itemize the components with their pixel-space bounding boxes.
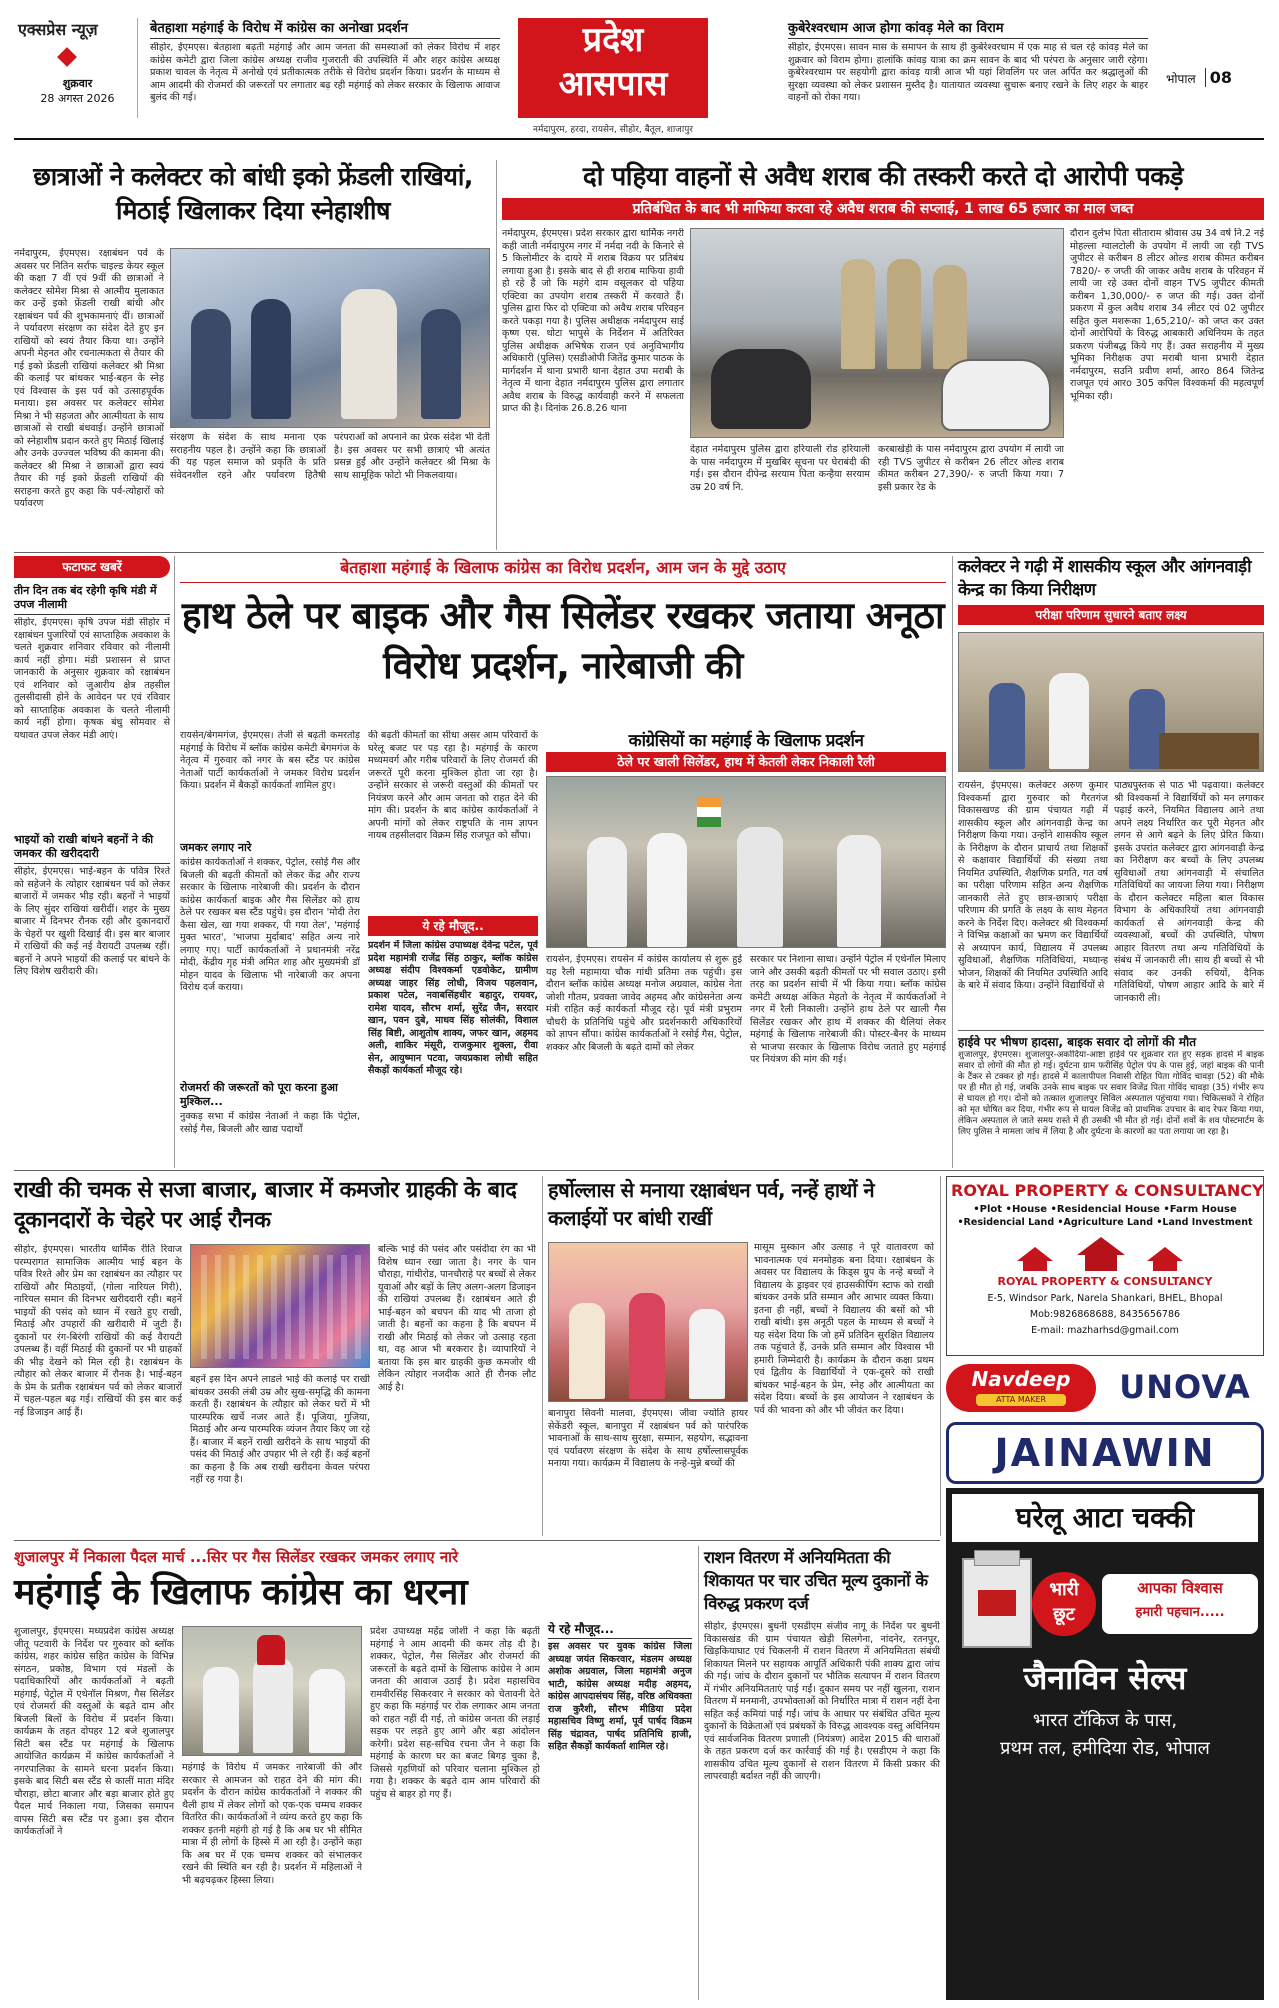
top-left-body: सीहोर, ईएमएस। बेतहाशा बढ़ती महंगाई और आम जनता की समस्याओं को लेकर विरोध में शहर कांग्रेस कमेटी द्वारा जिला कांग्रेस अध्यक्ष राजीव गुजराती की उपस्थिति में और शहर कांग्रेस अध्यक्ष प्रकाश चावल के नेतृत्व में अनोखे एवं प्रतीकात्मक तरीके से विरोध प्रदर्शन किया। प्रदर्शन के माध्यम से आम आदमी की रोजमर्रा की जरूरतों पर लगातार बढ़ रही महंगाई को लेकर सरकार के खिलाफ आवाज बुलंद की गई। bbox=[150, 42, 500, 103]
main-present-body: प्रदर्शन में जिला कांग्रेस उपाध्यक्ष देवेन्द्र पटेल, पूर्व प्रदेश महामंत्री राजेंद्र सिंह ठाकुर, ब्लॉक कांग्रेस अध्यक्ष संदीप विश्वकर्मा एडवोकेट, ग्रामीण अध्यक्ष जाहर सिंह लोधी, विजय पहलवान, प्रकाश पटेल, नवाबसिंहधीर बहादुर, रायवर, रामेश यादव, सौरभ शर्मा, सुरेंद्र जैन, सरदार खान, पवन दुबे, माधव सिंह सोलंकी, विशाल सिंह बिष्टी, आशुतोष शाक्य, जफर खान, अहमद अली, शाकिर मंसूरी, राजकुमार शुक्ला, रीवा सेन, आयुष्मान पटवा, जयप्रकाश लोधी सहित सैकड़ों कार्यकर्ता मौजूद रहे। bbox=[368, 940, 538, 1076]
school-photo bbox=[958, 632, 1264, 772]
liquor-body-a: नर्मदापुरम, ईएमएस। प्रदेश सरकार द्वारा धार्मिक नगरी कही जाती नर्मदापुरम नगर में नर्मदा नदी के किनारे से 5 किलोमीटर के दायरे में शराब विक्रय पर प्रतिबंध लगाया हुआ है। इसके बाद से ही शराब माफिया हावी हो रहे हैं जो कि महंगे दाम वसूलकर दो पहिया एक्टिवा का उपयोग शराब तस्करी में करवाते हैं। पुलिस द्वारा फिर दो एक्टिवा को अवैध शराब परिवहन करते पकड़ा गया है। पुलिस अधीक्षक नर्मदापुरम साई कृष्ण एस. थोटा भापुसे के निर्देशन में अतिरिक्त पुलिस अधीक्षक अभिषेक राजन एवं अनुविभागीय अधिकारी (पुलिस) एसडीओपी जितेंद्र कुमार पाठक के मार्गदर्शन में थाना प्रभारी थाना देहात उपा मराबी के नेतृत्व में थाना देहात नर्मदापुरम पुलिस द्वारा लगातार अवैध शराब के विरुद्ध कार्यवाही करने में सफलता प्राप्त की है। दिनांक 26.8.26 थाना bbox=[502, 228, 684, 414]
photo-child-3 bbox=[689, 1309, 725, 1399]
city-page: भोपाल bbox=[1166, 72, 1196, 86]
main-story bbox=[180, 556, 946, 1168]
main-body-c: नुक्कड़ सभा में कांग्रेस नेताओं ने कहा कि पेट्रोल, रसोई गैस, बिजली और खाद्य पदार्थों bbox=[180, 1111, 360, 1135]
story-school-rakhi bbox=[548, 1176, 934, 1536]
main-col-2 bbox=[368, 730, 538, 1166]
chakki-panel bbox=[978, 1590, 1016, 1616]
main-headline: हाथ ठेले पर बाइक और गैस सिलेंडर रखकर जताया अनूठा विरोध प्रदर्शन, नारेबाजी की bbox=[181, 594, 945, 687]
section-title-2: आसपास bbox=[558, 64, 668, 104]
main-sub-1: जमकर लगाए नारे bbox=[180, 841, 252, 854]
column-rule-6 bbox=[698, 1546, 699, 2000]
story-liquor bbox=[502, 160, 1264, 550]
photo-flag bbox=[697, 797, 721, 827]
liquor-headline: दो पहिया वाहनों से अवैध शराब की तस्करी करते दो आरोपी पकड़े bbox=[582, 162, 1184, 192]
ration-body: सीहोर, ईएमएस। बुधनी एसडीएम संजीव नागू के निर्देश पर बुधनी विकासखंड की ग्राम पंचायत खेड़ी सिलगेना, नांदनेर, रतनपुर, खिड़कियाघाट एवं चिकलनी में राशन वितरण में अनियमितता संबंधी शिकायत मिलने पर सहायक आपूर्ति अधिकारी पंकी शाक्य द्वारा जांच की गई। जांच के दौरान दुकानों पर भौतिक सत्यापन में राशन वितरण में गंभीर अनियमितताएं पाई गईं। दुकान समय पर नहीं खुलना, राशन वितरण में मनमानी, उपभोक्ताओं को निर्धारित मात्रा में राशन नहीं देना सहित कई कमियां पाई गईं। जांच के आधार पर संबंधित उचित मूल्य दुकानों के विक्रेताओं एवं प्रबंधकों के विरुद्ध आवश्यक वस्तु अधिनियम एवं सार्वजनिक वितरण प्रणाली (नियंत्रण) आदेश 2015 की धाराओं के तहत प्रकरण दर्ज कर कार्रवाई की गई है। एसडीएम ने कहा कि शासकीय उचित मूल्य दुकानों से राशन वितरण में किसी प्रकार की लापरवाही बर्दाश्त नहीं की जाएगी। bbox=[704, 1621, 940, 1782]
ad-jainawin-logo[interactable] bbox=[946, 1422, 1264, 1484]
photo-crowd-1 bbox=[587, 837, 627, 947]
column-rule-4 bbox=[542, 1176, 543, 1536]
rakhi-collector-photo bbox=[170, 248, 490, 428]
main-sub-2: रोजमर्रा की जरूरतों को पूरा करना हुआ मुश्किल... bbox=[180, 1081, 338, 1108]
market-body-a: सीहोर, ईएमएस। भारतीय धार्मिक रीति रिवाज परम्परागत सामाजिक आत्मीय भाई बहन के पवित्र रिश्ते और प्रेम का रक्षाबंधन का त्यौहार पर राखियों और मिठाइयों, (गोला नारियल गिरी), नारियल समान की दिनभर खरीददारी रही। बहनें भाइयों की पसंद को ध्यान में रखते हुए राखी, मिठाई और उपहारों की खरीदारी में जुटी हैं। दुकानों पर रंग-बिरंगी राखियों की कई वैरायटी उपलब्ध हैं। वहीं मिठाई की दुकानों पर भी ग्राहकों की भीड़ देखने को मिल रही है। रक्षाबंधन के त्यौहार को लेकर बाजार में रौनक है। भाई-बहन के प्रेम के प्रतीक रक्षाबंधन पर्व को लेकर बाजारों में चहल-पहल बढ़ गई। राखियों की इस बार कई नई डिजाइन आई हैं। bbox=[14, 1244, 182, 1418]
fatafat-item1-headline: तीन दिन तक बंद रहेगी कृषि मंडी में उपज नीलामी bbox=[14, 584, 170, 615]
row2-rule bbox=[14, 1170, 1264, 1171]
top-left-headline: बेतहाशा महंगाई के विरोध में कांग्रेस का अनोखा प्रदर्शन bbox=[150, 18, 500, 39]
shujalpur-present bbox=[548, 1620, 692, 2000]
ad-property-email: E-mail: mazharhsd@gmail.com bbox=[1031, 1325, 1179, 1336]
section-title-1: प्रदेश bbox=[582, 20, 644, 60]
story-rakhi-collector bbox=[14, 160, 492, 550]
top-left-brief bbox=[150, 18, 500, 128]
chakki-title: घरेलू आटा चक्की bbox=[952, 1494, 1258, 1542]
ad-property-mobile: Mob:9826868688, 8435656786 bbox=[1029, 1309, 1181, 1320]
ad-property-title: ROYAL PROPERTY & CONSULTANCY bbox=[951, 1181, 1264, 1200]
main-body-e: रायसेन, ईएमएस। रायसेन में कांग्रेस कार्यालय से शुरू हुई यह रैली महामाया चौक गांधी प्रतिमा तक पहुंची। इस दौरान ब्लॉक कांग्रेस अध्यक्ष मनोज अग्रवाल, कांग्रेस नेता जोशी गौतम, प्रवक्ता जावेद अहमद और कांग्रेसनेता अन्य मंत्री राहित कई कार्यकर्ता मौजूद रहे। पूर्व मंत्री प्रभुराम चौधरी के प्रतिनिधि पहुंचे और प्रदर्शनकारी अधिकारियों को ज्ञापन सौंपा। कांग्रेस कार्यकर्ताओं ने रसोई गैस, पेट्रोल, शक्कर और बिजली के बढ़ते दामों को लेकर bbox=[546, 954, 742, 1053]
chakki-badge bbox=[1032, 1572, 1096, 1636]
ad-chakki[interactable] bbox=[946, 1488, 1264, 2000]
main-body-f: सरकार पर निशाना साधा। उन्होंने पेट्रोल में एथेनॉल मिलाए जाने और उसकी बढ़ती कीमतों पर भी सवाल उठाए। इसी तरह का प्रदर्शन सांची में भी किया गया। ब्लॉक कांग्रेस कमेटी अध्यक्ष अंकित मेहतो के नेतृत्व में कार्यकर्ताओं ने नगर में रैली निकाली। उन्होंने हाथ ठेले पर खाली गैस सिलेंडर रखकर और हाथ में शक्कर की थैलियां लेकर महंगाई के खिलाफ नारेबाजी की। पोस्टर-बैनर के माध्यम से भाजपा सरकार के खिलाफ विरोध जताते हुए महंगाई पर नियंत्रण की मांग की गई। bbox=[750, 954, 946, 1065]
chakki-tagline bbox=[1102, 1574, 1258, 1634]
photo-protester-1 bbox=[203, 1667, 239, 1753]
column-rule-1 bbox=[496, 160, 497, 550]
ad-royal-property[interactable] bbox=[946, 1176, 1264, 1356]
top-right-body: सीहोर, ईएमएस। सावन मास के समापन के साथ ही कुबेरेश्वरधाम में एक माह से चल रहे कांवड़ मेले का शुक्रवार को विराम होगा। हालांकि कांवड़ यात्रा का क्रम सावन के बाद भी परंपरा के अनुसार जारी रहेगा। कुबेरेश्वरधाम पर सहयोगी द्वारा कांवड़ यात्री आज भी यहां शिवलिंग पर जल अर्पित कर श्रद्धालुओं की सुरक्षा व्यवस्था को लेकर प्रशासन मुस्तैद है। यातायात व्यवस्था सुचारू बनाए रखने के लिए शहर के बाहर वाहनों को रोका गया। bbox=[788, 42, 1148, 103]
ad-brand-strip[interactable] bbox=[946, 1360, 1264, 1418]
photo-child-2 bbox=[629, 1293, 665, 1399]
brand-name: एक्सप्रेस न्यूज़ bbox=[18, 20, 98, 39]
ration-headline: राशन वितरण में अनियमितता की शिकायत पर चार उचित मूल्य दुकानों के विरुद्ध प्रकरण दर्ज bbox=[704, 1548, 928, 1613]
market-headline: राखी की चमक से सजा बाजार, बाजार में कमजोर ग्राहकी के बाद दूकानदारों के चेहरे पर आई रौनक bbox=[14, 1178, 517, 1233]
chakki-machine-icon bbox=[962, 1558, 1032, 1648]
story-school bbox=[958, 556, 1264, 1026]
fatafat-item1-body: सीहोर, ईएमएस। कृषि उपज मंडी सीहोर में रक्षाबंधन पुजारियों एवं साप्ताहिक अवकाश के चलते शुक्रवार शनिवार रविवार को नीलामी कार्य नहीं होगा। मंडी प्रशासन से प्राप्त जानकारी के अनुसार शुक्रवार को रक्षाबंधन एवं शनिवार को जुआरीय क्षेत्र तहसील तुलसीदासी होने के आवेदन पर एवं रविवार को साप्ताहिक अवकाश के चलते नीलामी कार्य नहीं होगा। कृषक बंधु सोमवार से यथावत उपज लेकर मंडी आएं। bbox=[14, 617, 170, 741]
main-col-3 bbox=[546, 730, 946, 1166]
photo-cylinder bbox=[257, 1635, 285, 1665]
school-subhead: परीक्षा परिणाम सुधारने बताए लक्ष्य bbox=[958, 605, 1264, 625]
masthead-rule bbox=[14, 138, 1264, 140]
shujalpur-headline: महंगाई के खिलाफ कांग्रेस का धरना bbox=[14, 1572, 468, 1613]
chakki-hopper bbox=[974, 1550, 1020, 1566]
row1-rule bbox=[14, 552, 1264, 553]
fatafat-item2-body: सीहोर, ईएमएस। भाई-बहन के पवित्र रिश्ते को सहेजने के त्योहार रक्षाबंधन पर्व को लेकर बाजारों में जमकर भीड़ रही। बहनों ने भाइयों के लिए सुंदर राखियां खरीदीं। शहर के मुख्य बाजार में दिनभर रौनक रही और दुकानदारों के चेहरों पर खुशी दिखाई दी। इस बार बाजार में राखियों की कई नई वैरायटी उपलब्ध रहीं। बहनों ने अपने भाइयों की कलाई पर बांधने के लिए विशेष खरीदारी की। bbox=[14, 866, 170, 977]
chakki-addr-2: प्रथम तल, हमीदिया रोड, भोपाल bbox=[1000, 1738, 1210, 1759]
main-body-d: की बढ़ती कीमतों का सीधा असर आम परिवारों के घरेलू बजट पर पड़ रहा है। महंगाई के कारण मध्यमवर्ग और गरीब परिवारों के लिए रोजमर्रा की जरूरतें पूरी करना मुश्किल होता जा रहा है। उन्होंने सरकार से जरूरी वस्तुओं की कीमतों पर नियंत्रण करने और आम जनता को राहत देने की मांग की। प्रदर्शन के बाद कांग्रेस कार्यकर्ताओं ने अपनी मांगों को लेकर राष्ट्रपति के नाम ज्ञापन नायब तहसीलदार विक्रम सिंह राजपूत को सौंपा। bbox=[368, 730, 538, 841]
house-body-2 bbox=[1085, 1255, 1117, 1271]
photo-officer-3 bbox=[933, 265, 967, 369]
main-present-label: ये रहे मौजूद.. bbox=[368, 916, 538, 936]
photo-protester-2 bbox=[253, 1657, 293, 1753]
photo-scooter-1 bbox=[711, 349, 811, 429]
column-rule-3 bbox=[952, 556, 953, 1168]
school-rakhi-body-a: बानापुरा सिवनी मालवा, ईएमएस। जीवा ज्योति हायर सेकेंडरी स्कूल, बानापुरा में रक्षाबंधन पर्व को पारंपरिक भावनाओं के साथ-साथ सुरक्षा, सम्मान, सहयोग, सद्भावना एवं पर्यावरण संरक्षण के संदेश के साथ हर्षोल्लासपूर्वक मनाया गया। कार्यक्रम में विद्यालय के नन्हे-मुन्ने बच्चों की bbox=[548, 1408, 748, 1469]
ad-property-address: E-5, Windsor Park, Narela Shankari, BHEL, Bhopal bbox=[987, 1293, 1223, 1304]
navdeep-name: Navdeep bbox=[971, 1367, 1071, 1391]
fatafat-column bbox=[14, 556, 170, 1168]
shujalpur-present-body: इस अवसर पर युवक कांग्रेस जिला अध्यक्ष जयंत सिकरवार, मंडलम अध्यक्ष अशोक अग्रवाल, जिला महामंत्री अनुज भाटी, कांग्रेस अध्यक्ष मदीह अहमद, कांग्रेस आपदासंचय सिंह, वरिष्ठ अधिवक्ता राज कुरैशी, सौरभ मीडिया प्रदेश महासचिव विष्णु शर्मा, पूर्व पार्षद विक्रम सिंह चंद्रावत, पार्षद प्रतिनिधि हाजी, सहित सैकड़ों कार्यकर्ता शामिल रहे। bbox=[548, 1641, 692, 1752]
liquor-body-d: दौरान दुर्लभ पिता सीताराम श्रीवास उम्र 34 वर्ष नि.2 नई मोहल्ला ग्वालटोली के उपयोग में लायी जा रही TVS जुपीटर से करीबन 8 लीटर ओल्ड शराब कीमत करीबन 7820/- रु जप्ती की जाकर अवैध शराब के परिवहन में लायी जा रहे उक्त दोनों वाहन TVS जुपीटर कीमती करीबन 1,30,000/- रु जप्त की गई। उक्त दोनों प्रकरण में कुल अवैध शराब 34 लीटर एवं 02 जुपीटर सहित कुल मशरूका 1,65,210/- को जप्त कर उक्त दोनों आरोपियों के विरुद्ध आबकारी अधिनियम के तहत प्रकरण पंजीबद्ध किये गए हैं। उक्त सराहनीय में मुख्य भूमिका निरीक्षक उपा मराबी थाना प्रभारी देहात नर्मदापुरम, सउनि प्रवीण शर्मा, आरo 864 जितेन्द्र राजपूत एवं आरo 305 कपिल विश्वकर्मा की महत्वपूर्ण भूमिका रही। bbox=[1070, 228, 1264, 402]
school-body-a: रायसेन, ईएमएस। कलेक्टर अरुण कुमार विश्वकर्मा द्वारा गुरुवार को गैरतगंज विकासखण्ड की ग्राम पंचायत गढ़ी में शासकीय स्कूल और आंगनवाड़ी केन्द्र का निरीक्षण किया गया। उन्होंने शासकीय स्कूल के निरीक्षण के दौरान प्राचार्य तथा शिक्षकों से कक्षावार विद्यार्थियों की संख्या तथा नियमित उपस्थिति, शैक्षणिक प्रगति, गत वर्ष का परीक्षा परिणाम सहित अन्य शैक्षणिक जानकारी लेते हुए छात्र-छात्राएं परीक्षा परिणाम की प्रगति के लक्ष्य के साथ मेहनत करने के निर्देश दिए। कलेक्टर श्री विश्वकर्मा ने विभिन्न कक्षाओं का भ्रमण कर विद्यार्थियों से अध्यापन कार्य, विद्यालय में उपलब्ध सुविधाओं, शैक्षणिक गतिविधियां, मध्यान्ह भोजन, शिक्षकों की नियमित उपस्थिति आदि के बारे में संवाद किया। उन्होंने विद्यार्थियों से bbox=[958, 780, 1108, 991]
photo-student-1 bbox=[989, 683, 1025, 769]
chakki-tag-1: आपका विश्वास bbox=[1137, 1579, 1223, 1597]
shujalpur-body-a: शुजालपुर, ईएमएस। मध्यप्रदेश कांग्रेस अध्यक्ष जीतू पटवारी के निर्देश पर गुरुवार को ब्लॉक कांग्रेस, शहर कांग्रेस सहित कांग्रेस के विभिन्न संगठन, प्रकोष्ठ, विभाग एवं मंडलों के पदाधिकारियों और कार्यकर्ताओं ने बढ़ती महंगाई, पेट्रोल में एथेनॉल मिश्रण, गैस सिलेंडर एवं रोजमर्रा की वस्तुओं के बढ़ते दाम और बिजली बिलों के विरोध में प्रदर्शन किया। कार्यक्रम के तहत दोपहर 12 बजे शुजालपुर सिटी बस स्टैंड पर महंगाई के खिलाफ आयोजित कार्यक्रम में कांग्रेस कार्यकर्ताओं ने नगरपालिका के सामने धरना प्रदर्शन किया। इसके बाद सिटी बस स्टैंड से कालीं माता मंदिर चौराहा, छोटा बाजार और बड़ा बाजार होते हुए पैदल मार्च निकाला गया, जिसका समापन वापस सिटी बस स्टैंड पर हुआ। इस दौरान कार्यकर्ताओं ने bbox=[14, 1626, 174, 1837]
story-accident bbox=[958, 1030, 1264, 1166]
main-kicker: बेतहाशा महंगाई के खिलाफ कांग्रेस का विरोध प्रदर्शन, आम जन के मुद्दे उठाए bbox=[180, 556, 946, 583]
chakki-badge-1: भारी bbox=[1049, 1579, 1079, 1600]
shujalpur-photo bbox=[182, 1626, 362, 1756]
school-headline: कलेक्टर ने गढ़ी में शासकीय स्कूल और आंगनवाड़ी केन्द्र का किया निरीक्षण bbox=[958, 557, 1251, 600]
issue-date: 28 अगस्त 2026 bbox=[40, 92, 115, 105]
shujalpur-body-c: प्रदेश उपाध्यक्ष महेंद्र जोशी ने कहा कि बढ़ती महंगाई ने आम आदमी की कमर तोड़ दी है। शक्कर, पेट्रोल, गैस सिलेंडर और रोजमर्रा की जरूरतों के बढ़ते दामों के खिलाफ कांग्रेस ने आम जनता की आवाज उठाई है। प्रदेश महासचिव रामवीरसिंह सिकरवार ने सरकार को चेतावनी देते हुए कहा कि महंगाई पर रोक लगाकर आम जनता को राहत नहीं दी गई, तो कांग्रेस जनता की लड़ाई सड़क पर लड़ते हुए आगे और बड़ा आंदोलन करेगी। प्रदेश सह-सचिव रचना जैन ने कहा कि महंगाई के कारण घर का बजट बिगड़ चुका है, जिससे गृहणियों को परिवार चलाना मुश्किल हो गया है। शक्कर के बढ़ते दाम आम परिवारों की पहुंच से बाहर हो गए हैं। bbox=[370, 1626, 540, 1800]
house-icon-3 bbox=[1147, 1247, 1183, 1261]
photo-rakhi-rack bbox=[201, 1255, 361, 1359]
photo-student-2 bbox=[1049, 673, 1089, 769]
rakhi-collector-body: नर्मदापुरम, ईएमएस। रक्षाबंधन पर्व के अवसर पर नितिन सर्राफ चाइल्ड केयर स्कूल की कक्षा 7 वीं एवं 9वीं की छात्राओं ने कलेक्टर सोमेश मिश्रा से आत्मीय मुलाकात कर उन्हें इको फ्रेंडली राखी बांधी और रक्षाबंधन पर्व की शुभकामनाएं दीं। छात्राओं ने पर्यावरण संरक्षण का संदेश देते हुए इन राखियों को स्वयं तैयार किया था। उन्होंने अपनी मेहनत और रचनात्मकता से तैयार की गई इको फ्रेंडली राखियां कलेक्टर श्री मिश्रा की कलाई पर बांधकर भाई-बहन के स्नेह एवं विश्वास के इस पर्व को उत्साहपूर्वक मनाया। इस अवसर पर कलेक्टर सोमेश मिश्रा ने भी सहजता और आत्मीयता के साथ छात्राओं से राखी बंधवाई। उन्होंने छात्राओं को स्नेहाशीष प्रदान करते हुए मिठाई खिलाई और उनके उज्ज्वल भविष्य की कामना की। कलेक्टर श्री मिश्रा ने छात्राओं द्वारा स्वयं तैयार की गई इको फ्रेंडली राखियों की सराहना करते हुए कहा कि पर्व-त्योहारों को पर्यावरण bbox=[14, 248, 164, 509]
house-body-3 bbox=[1153, 1261, 1177, 1271]
ad-navdeep-logo bbox=[946, 1364, 1096, 1412]
photo-officer-1 bbox=[841, 259, 875, 369]
jainawin-name: JAINAWIN bbox=[994, 1431, 1216, 1475]
photo-crowd-4 bbox=[837, 835, 881, 947]
chakki-store: जैनाविन सेल्स bbox=[1023, 1659, 1187, 1697]
main-photo2-subhead: ठेले पर खाली सिलेंडर, हाथ में केतली लेकर निकाली रैली bbox=[546, 752, 946, 772]
school-body-b: पाठ्यपुस्तक से पाठ भी पढ़वाया। कलेक्टर श्री विश्वकर्मा ने विद्यार्थियों को मन लगाकर पढ़ाई करने, नियमित विद्यालय आने तथा अपने लक्ष्य निर्धारित कर पूरी मेहनत और लगन से आगे बढ़ने के लिए प्रेरित किया। इसके उपरांत कलेक्टर द्वारा आंगनवाड़ी केन्द्र का निरीक्षण कर बच्चों के लिए उपलब्ध सुविधाओं तथा आंगनवाड़ी में संचालित गतिविधियों का जायजा लिया गया। निरीक्षण के दौरान कलेक्टर महिला बाल विकास विभाग के अधिकारियों तथा आंगनवाड़ी कार्यकर्ता से आंगनवाड़ी केन्द्र की व्यवस्थाओं, बच्चों की उपस्थिति, पोषण आहार वितरण तथा अन्य गतिविधियों के संबंध में जानकारी ली। साथ ही बच्चों से भी संवाद कर उनकी रुचियों, दैनिक गतिविधियों, पोषण आहार आदि के बारे में जानकारी ली। bbox=[1114, 780, 1264, 1004]
ad-property-logo-text: ROYAL PROPERTY & CONSULTANCY bbox=[997, 1275, 1213, 1288]
main-photo2-headline: कांग्रेसियों का महंगाई के खिलाफ प्रदर्शन bbox=[628, 731, 864, 751]
row3-rule bbox=[14, 1540, 940, 1541]
photo-figure-2 bbox=[251, 299, 291, 419]
accident-headline: हाईवे पर भीषण हादसा, बाइक सवार दो लोगों की मौत bbox=[958, 1035, 1197, 1049]
rakhi-collector-headline: छात्राओं ने कलेक्टर को बांधी इको फ्रेंडली राखियां, मिठाई खिलाकर दिया स्नेहाशीष bbox=[33, 162, 473, 225]
house-body-1 bbox=[1023, 1261, 1047, 1271]
photo-protester-3 bbox=[309, 1669, 345, 1753]
page-info bbox=[1166, 68, 1266, 90]
photo-scooter-2 bbox=[941, 359, 1051, 431]
top-right-headline: कुबेरेश्वरधाम आज होगा कांवड़ मेले का विराम bbox=[788, 18, 1148, 39]
main-body-a: रायसेन/बेगमगंज, ईएमएस। तेजी से बढ़ती कमरतोड़ महंगाई के विरोध में ब्लॉक कांग्रेस कमेटी बेगमगंज के नेतृत्व में गुरुवार को नगर के बस स्टैंड पर कांग्रेस नेताओं पार्टी कार्यकर्ताओं ने जमकर विरोध प्रदर्शन किया। प्रदर्शन में बैकड़ों कार्यकर्ता शामिल हुए। bbox=[180, 730, 360, 791]
ad-unova-logo: UNOVA bbox=[1119, 1368, 1251, 1406]
brand-logo-icon bbox=[57, 47, 77, 67]
column-rule-5 bbox=[940, 1176, 941, 1536]
main-protest-photo bbox=[546, 776, 946, 948]
top-right-brief bbox=[788, 18, 1148, 128]
photo-figure-3 bbox=[341, 289, 397, 419]
column-rule-2 bbox=[174, 556, 175, 1168]
section-districts: नर्मदापुरम, हरदा, रायसेन, सीहोर, बैतूल, शाजापुर bbox=[533, 125, 693, 135]
fatafat-label: फटाफट खबरें bbox=[14, 556, 170, 578]
photo-desk bbox=[1159, 733, 1259, 769]
main-body-b: कांग्रेस कार्यकर्ताओं ने शक्कर, पेट्रोल, रसोई गैस और बिजली की बढ़ती कीमतों को लेकर केंद्र और राज्य सरकार के खिलाफ नारेबाजी की। प्रदर्शन के दौरान कांग्रेस कार्यकर्ता बाइक और गैस सिलेंडर को हाथ ठेले पर रखकर बस स्टैंड पहुंचे। इस दौरान 'मोदी तेरा कैसा खेल, खा गया शक्कर, पी गया तेल', 'महंगाई मुक्त भारत', 'भाजपा मुर्दाबाद' सहित अन्य नारे लगाए गए। पार्टी कार्यकर्ताओं ने प्रधानमंत्री नरेंद्र मोदी, केंद्रीय गृह मंत्री अमित शाह और मुख्यमंत्री डॉ मोहन यादव के खिलाफ भी नारेबाजी कर अपना विरोध दर्ज कराया। bbox=[180, 857, 360, 993]
fatafat-item2-headline: भाइयों को राखी बांधने बहनों ने की जमकर की खरीददारी bbox=[14, 833, 170, 864]
masthead bbox=[0, 0, 1279, 140]
liquor-subhead: प्रतिबंधित के बाद भी माफिया करवा रहे अवैध शराब की सप्लाई, 1 लाख 65 हजार का माल जब्त bbox=[502, 198, 1264, 220]
ad-property-houses-icon bbox=[1017, 1237, 1187, 1271]
page-number: 08 bbox=[1205, 68, 1232, 87]
ad-property-line1: •Plot •House •Residencial House •Farm House bbox=[973, 1204, 1237, 1215]
house-icon-2 bbox=[1077, 1237, 1125, 1255]
liquor-photo bbox=[690, 228, 1064, 438]
shujalpur-body-b: महंगाई के विरोध में जमकर नारेबाजी की और सरकार से आमजन को राहत देने की मांग की। प्रदर्शन के दौरान कांग्रेस कार्यकर्ताओं ने शक्कर की थैली हाथ में लेकर लोगों को एक-एक चम्मच शक्कर वितरित की। कार्यकर्ताओं ने व्यंग्य करते हुए कहा कि शक्कर इतनी महंगी हो गई है कि अब घर भी सीमित मात्रा में ही लोगों के हिस्से में आ रही है। उन्होंने कहा कि अब घर में एक चम्मच शक्कर को संभालकर रखने की स्थिति बन रही है। प्रदर्शन में महिलाओं ने भी बढ़चढ़कर हिस्सा लिया। bbox=[182, 1762, 362, 1886]
ad-property-line2: •Residencial Land •Agriculture Land •Land Investment bbox=[957, 1217, 1253, 1228]
school-rakhi-body-b: मासूम मुस्कान और उत्साह ने पूरे वातावरण को भावनात्मक एवं मनमोहक बना दिया। रक्षाबंधन के अवसर पर विद्यालय के किड्स ग्रुप के नन्हे बच्चों ने विद्यालय के ड्राइवर एवं हाउसकीपिंग स्टाफ को राखी बांधकर उनके प्रति सम्मान और आभार व्यक्त किया। इतना ही नहीं, बच्चों ने विद्यालय की बसों को भी राखी बांधी। इस अनूठी पहल के माध्यम से बच्चों ने यह संदेश दिया कि जो हमें प्रतिदिन सुरक्षित विद्यालय तक पहुंचाते हैं, उनके प्रति सम्मान और विश्वास भी हमारी जिम्मेदारी है। कार्यक्रम के दौरान कक्षा प्रथम एवं द्वितीय के विद्यार्थियों ने एक-दूसरे को राखी बांधकर भाई-बहन के प्रेम, स्नेह और आत्मीयता का संदेश दिया। बच्चों के इस आयोजन ने रक्षाबंधन के पर्व की भावना को और भी जीवंत कर दिया। bbox=[754, 1242, 934, 1416]
issue-day: शुक्रवार bbox=[62, 77, 93, 90]
market-body-c: बल्कि भाई की पसंद और पसंदीदा रंग का भी विशेष ध्यान रखा जाता है। नगर के पान चौराहा, गांधीरोड, पानचौराहे पर बच्चों से लेकर युवाओं और बड़ों के लिए अलग-अलग डिजाइन की राखियां उपलब्ध हैं। रक्षाबंधन आते ही भाई-बहन को बचपन की याद भी ताजा हो जाती है। बहनों का कहना है कि बचपन में राखी और मिठाई को लेकर जो उत्साह रहता था, वह आज भी बरकरार है। व्यापारियों ने बताया कि इस बार ग्राहकी कुछ कमजोर थी लेकिन त्योहार नजदीक आते ही रौनक लौट आई है। bbox=[378, 1244, 536, 1393]
house-icon-1 bbox=[1017, 1247, 1053, 1261]
brand-block bbox=[18, 18, 138, 118]
main-col-1 bbox=[180, 730, 360, 1166]
photo-crowd-2 bbox=[647, 833, 687, 947]
shujalpur-present-label: ये रहे मौजूद... bbox=[548, 1620, 692, 1639]
section-banner bbox=[518, 18, 708, 118]
photo-figure-4 bbox=[421, 309, 461, 419]
market-body-b: बहनें इस दिन अपने लाडले भाई की कलाई पर राखी बांधकर उसकी लंबी उम्र और सुख-समृद्धि की कामना करती हैं। रक्षाबंधन के त्यौहार को लेकर घरों में भी पारम्परिक खर्चे नजर आते हैं। पूजिया, गुजिया, मिठाई और अन्य पारम्परिक व्यंजन तैयार किए जा रहे हैं। बाजार में बहनें राखी खरीदने के साथ भाइयों की पसंद की मिठाई और उपहार भी ले रही हैं। कई बहनों का कहना है कि अब राखी खरीदना केवल परंपरा नहीं रह गया है। bbox=[190, 1374, 370, 1485]
accident-body: शुजालपुर, ईएमएस। शुजालपुर-अकोदिया-आष्टा हाईवे पर शुक्रवार रात हुए सड़क हादसे में बाइक सवार दो लोगों की मौत हो गई। दुर्घटना ग्राम फरीसिंह पेट्रोल पंप के पास हुई, जहां बाइक की पानी के टैंकर से टक्कर हो गई। हादसे में कालापीपल निवासी रोहित पिता गोविंद चावड़ा (52) की मौके पर ही मौत हो गई, जबकि उनके साथ बाइक पर सवार विजेंद्र पिता गोविंद चावड़ा (35) गंभीर रूप से घायल हो गए। दोनों को तत्काल शुजालपुर सिविल अस्पताल पहुंचाया गया। चिकित्सकों ने रोहित को मृत घोषित कर दिया, गंभीर रूप से घायल विजेंद्र को प्राथमिक उपचार के बाद रेफर किया गया, लेकिन अस्पताल ले जाते समय रास्ते में ही उसकी भी मौत हो गई। दोनों शवों के शव पोस्टमार्टम के लिए पुलिस ने मामला जांच में लिया है और दुर्घटना के कारणों का पता लगाया जा रहा है। bbox=[958, 1050, 1264, 1137]
chakki-tag-2: हमारी पहचान..... bbox=[1135, 1605, 1225, 1620]
market-photo bbox=[190, 1244, 370, 1368]
photo-child-1 bbox=[569, 1303, 605, 1399]
liquor-body-b: देहात नर्मदापुरम पुलिस द्वारा हरियाली रोड हरियाली के पास नर्मदापुरम में मुखबिर सूचना पर घेराबंदी की गई। इस दौरान दीपेन्द्र सरयाम पिता कन्हैया सरयाम उम्र 20 वर्ष नि. bbox=[690, 444, 870, 493]
photo-crowd-3 bbox=[737, 827, 783, 947]
chakki-badge-2: छूट bbox=[1053, 1604, 1075, 1625]
chakki-addr-1: भारत टॉकिज के पास, bbox=[1032, 1710, 1178, 1731]
liquor-body-c: करबाखेड़ी के पास नर्मदापुरम द्वारा उपयोग में लायी जा रही TVS जुपीटर से करीबन 26 लीटर ओल्ड शराब कीमत करीबन 27,390/- रु जप्ती किया गया। 7 इसी प्रकार रेड के bbox=[878, 444, 1064, 493]
navdeep-tag: ATTA MAKER bbox=[976, 1394, 1066, 1406]
story-shujalpur bbox=[14, 1546, 692, 2000]
shujalpur-kicker: शुजालपुर में निकाला पैदल मार्च ...सिर पर गैस सिलेंडर रखकर जमकर लगाए नारे bbox=[14, 1548, 459, 1566]
photo-figure-1 bbox=[191, 309, 231, 419]
photo-officer-2 bbox=[887, 259, 921, 369]
rakhi-collector-body-2: संरक्षण के संदेश के साथ मनाना एक सराहनीय पहल है। उन्होंने कहा कि छात्राओं की यह पहल समाज को प्रकृति के प्रति संवेदनशील रहने और पर्यावरण हितैषी परंपराओं को अपनाने का प्रेरक संदेश भी देती है। इस अवसर पर सभी छात्राएं भी अत्यंत प्रसन्न हुईं और उन्होंने कलेक्टर श्री मिश्रा के साथ सामूहिक फोटो भी निकलवाया। bbox=[170, 432, 490, 481]
school-rakhi-photo bbox=[548, 1242, 748, 1402]
story-market bbox=[14, 1176, 536, 1536]
school-rakhi-headline: हर्षोल्लास से मनाया रक्षाबंधन पर्व, नन्हें हाथों ने कलाईयों पर बांधी राखीं bbox=[548, 1178, 875, 1230]
story-ration bbox=[704, 1546, 940, 2000]
